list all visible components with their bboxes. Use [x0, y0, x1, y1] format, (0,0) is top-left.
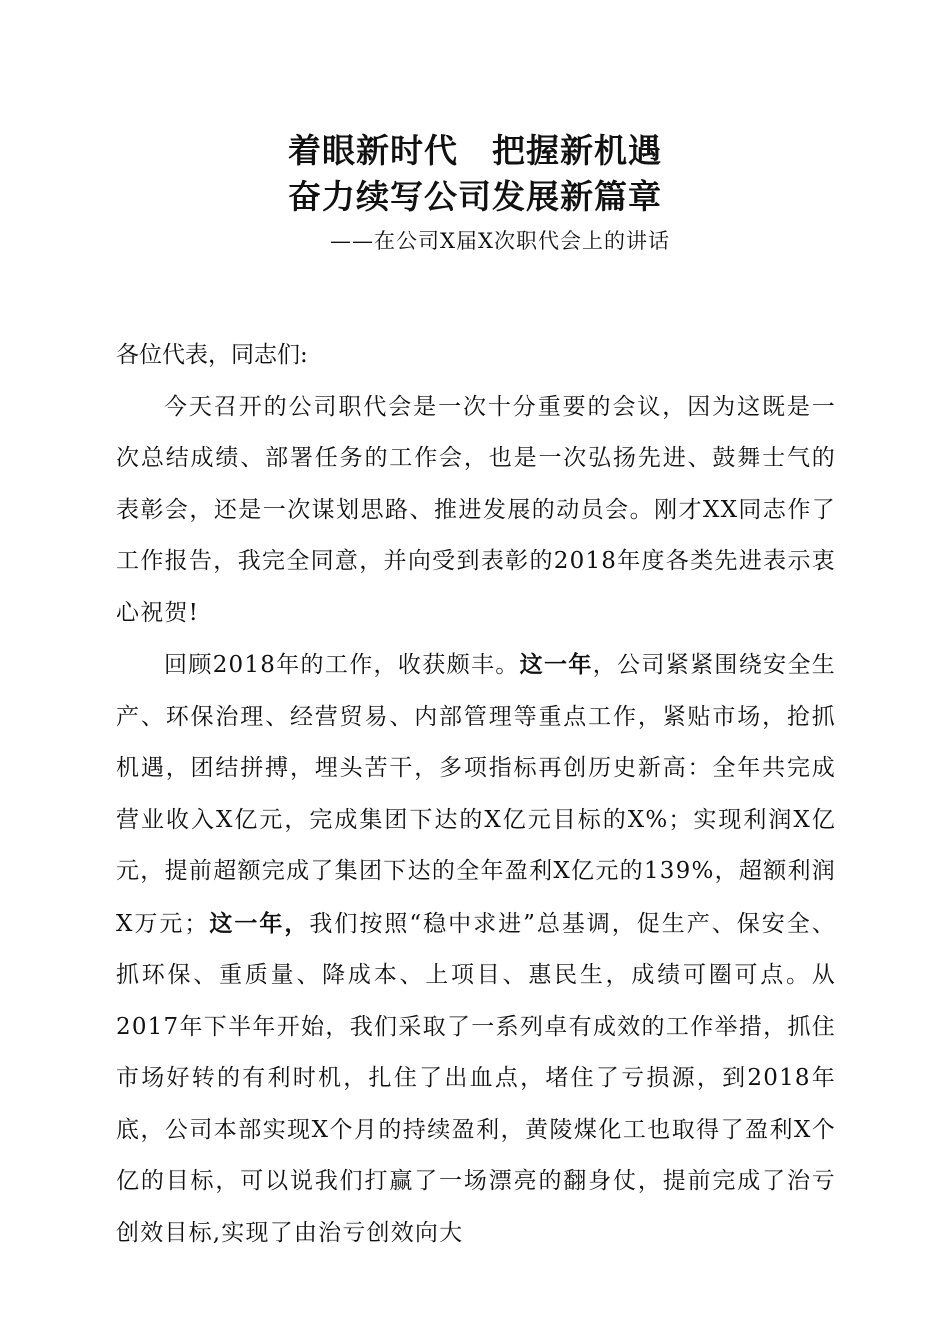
paragraph-2-text-e: 我们按照“稳中求进”总基调，促生产、保安全、抓环保、重质量、降成本、上项目、惠民生，成绩可圈可点。从2017年下半年开始，我们采取了一系列卓有成效的工作举措，抓住市场好转的有利时机，扎住了出血点，堵住了亏损源，到2018年底，公司本部实现X个月的持续盈利，黄陵煤化工也取得了盈利X个亿的目标，可以说我们打赢了一场漂亮的翻身仗，提前完成了治亏创效目标,实现了由治亏创效向大	[116, 910, 836, 1246]
paragraph-2-bold-2: 这一年，	[208, 909, 310, 937]
title-line-1: 着眼新时代 把握新机遇	[288, 131, 662, 170]
subtitle: ——在公司X届X次职代会上的讲话	[330, 229, 670, 253]
paragraph-1: 今天召开的公司职代会是一次十分重要的会议，因为这既是一次总结成绩、部署任务的工作会，也是一次弘扬先进、鼓舞士气的表彰会，还是一次谋划思路、推进发展的动员会。刚才XX同志作了工作报告，我完全同意，并向受到表彰的2018年度各类先进表示衷心祝贺!	[116, 393, 836, 626]
speech-body	[116, 330, 836, 1259]
paragraph-2-bold-1: 这一年	[519, 651, 593, 678]
salutation: 各位代表，同志们:	[116, 342, 308, 368]
title-block	[0, 128, 950, 256]
paragraph-2-text-c: ，公司紧紧围绕安全生产、环保治理、经营贸易、内部管理等重点工作，紧贴市场，抢抓机遇，团结拼搏，埋头苦干，多项指标再创历史新高：全年共完成营业收入X亿元，完成集团下达的X亿元目标的X%；实现利润X亿元，提前超额完成了集团下达的全年盈利X亿元的139%，超额利润X万元；	[116, 652, 837, 937]
title-line-2: 奋力续写公司发展新篇章	[288, 177, 662, 216]
paragraph-2	[116, 639, 836, 1259]
paragraph-2-text-a: 回顾2018年的工作，收获颇丰。	[164, 652, 520, 678]
